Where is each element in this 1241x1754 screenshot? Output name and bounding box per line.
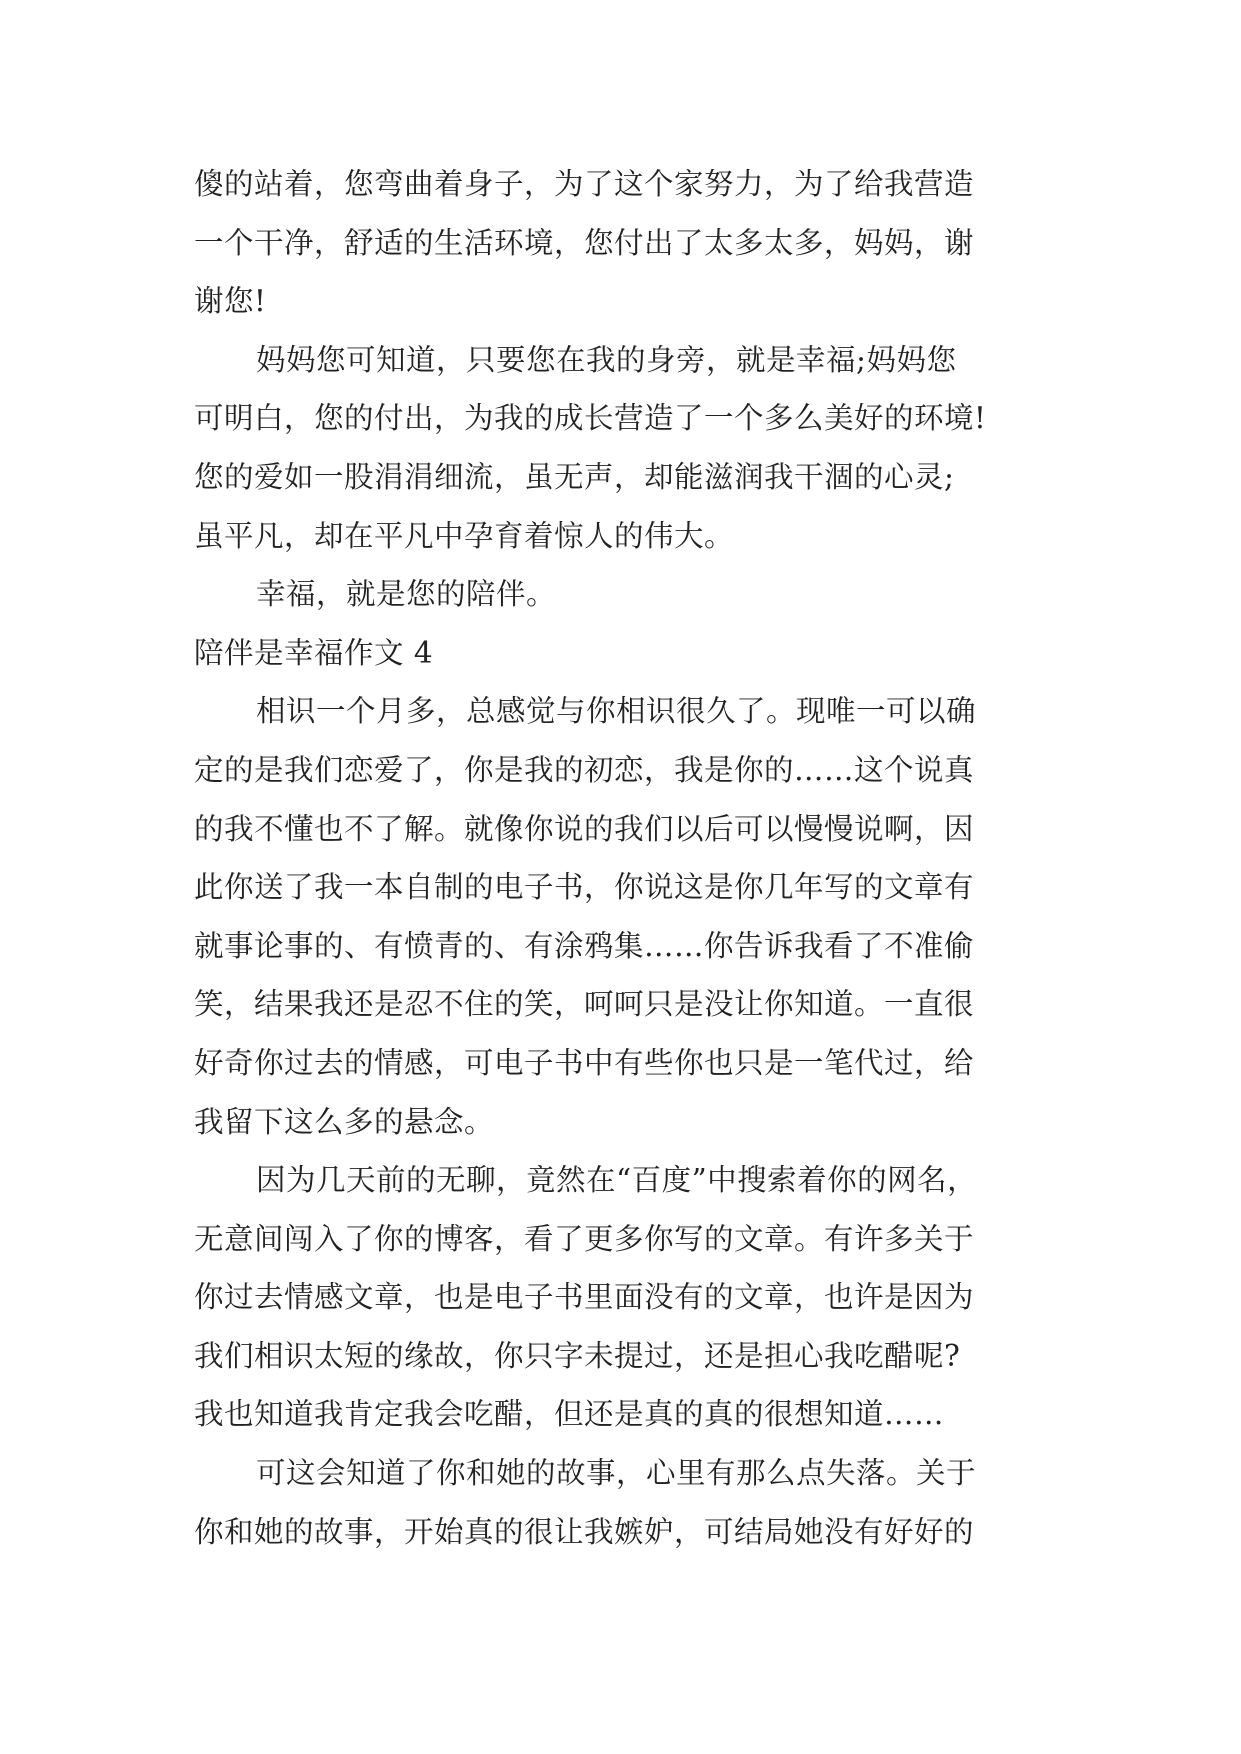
text-line: 定的是我们恋爱了，你是我的初恋，我是你的……这个说真: [194, 752, 975, 787]
text-line: 可这会知道了你和她的故事，心里有那么点失落。关于: [256, 1456, 977, 1491]
text-line: 虽平凡，却在平凡中孕育着惊人的伟大。: [194, 518, 735, 553]
text-line: 的我不懂也不了解。就像你说的我们以后可以慢慢说啊，因: [194, 811, 975, 846]
text-line: 好奇你过去的情感，可电子书中有些你也只是一笔代过，给: [194, 1045, 975, 1080]
text-line: 幸福，就是您的陪伴。: [256, 577, 557, 612]
text-line: 此你送了我一本自制的电子书，你说这是你几年写的文章有: [194, 870, 975, 905]
section-heading: 陪伴是幸福作文 4: [194, 635, 434, 670]
text-line: 相识一个月多，总感觉与你相识很久了。现唯一可以确: [256, 694, 977, 729]
text-line: 妈妈您可知道，只要您在我的身旁，就是幸福;妈妈您: [256, 342, 957, 377]
text-line: 我也知道我肯定我会吃醋，但还是真的真的很想知道……: [194, 1397, 945, 1432]
text-line: 您的爱如一股涓涓细流，虽无声，却能滋润我干涸的心灵;: [194, 459, 955, 494]
text-line: 可明白，您的付出，为我的成长营造了一个多么美好的环境!: [194, 401, 987, 436]
text-line: 谢您!: [194, 284, 267, 319]
text-line: 我留下这么多的悬念。: [194, 1104, 495, 1139]
text-line: 一个干净，舒适的生活环境，您付出了太多太多，妈妈，谢: [194, 225, 975, 260]
text-line: 傻的站着，您弯曲着身子，为了这个家努力，为了给我营造: [194, 167, 975, 201]
text-line: 我们相识太短的缘故，你只字未提过，还是担心我吃醋呢?: [194, 1338, 961, 1373]
text-line: 无意间闯入了你的博客，看了更多你写的文章。有许多关于: [194, 1221, 975, 1256]
document-body: [194, 155, 1054, 1561]
text-line: 你和她的故事，开始真的很让我嫉妒，可结局她没有好好的: [194, 1514, 975, 1549]
text-line: 就事论事的、有愤青的、有涂鸦集……你告诉我看了不准偷: [194, 928, 975, 963]
text-line: 笑，结果我还是忍不住的笑，呵呵只是没让你知道。一直很: [194, 987, 975, 1022]
text-line: 你过去情感文章，也是电子书里面没有的文章，也许是因为: [194, 1280, 975, 1315]
text-line: 因为几天前的无聊，竟然在“百度”中搜索着你的网名，: [256, 1163, 978, 1198]
